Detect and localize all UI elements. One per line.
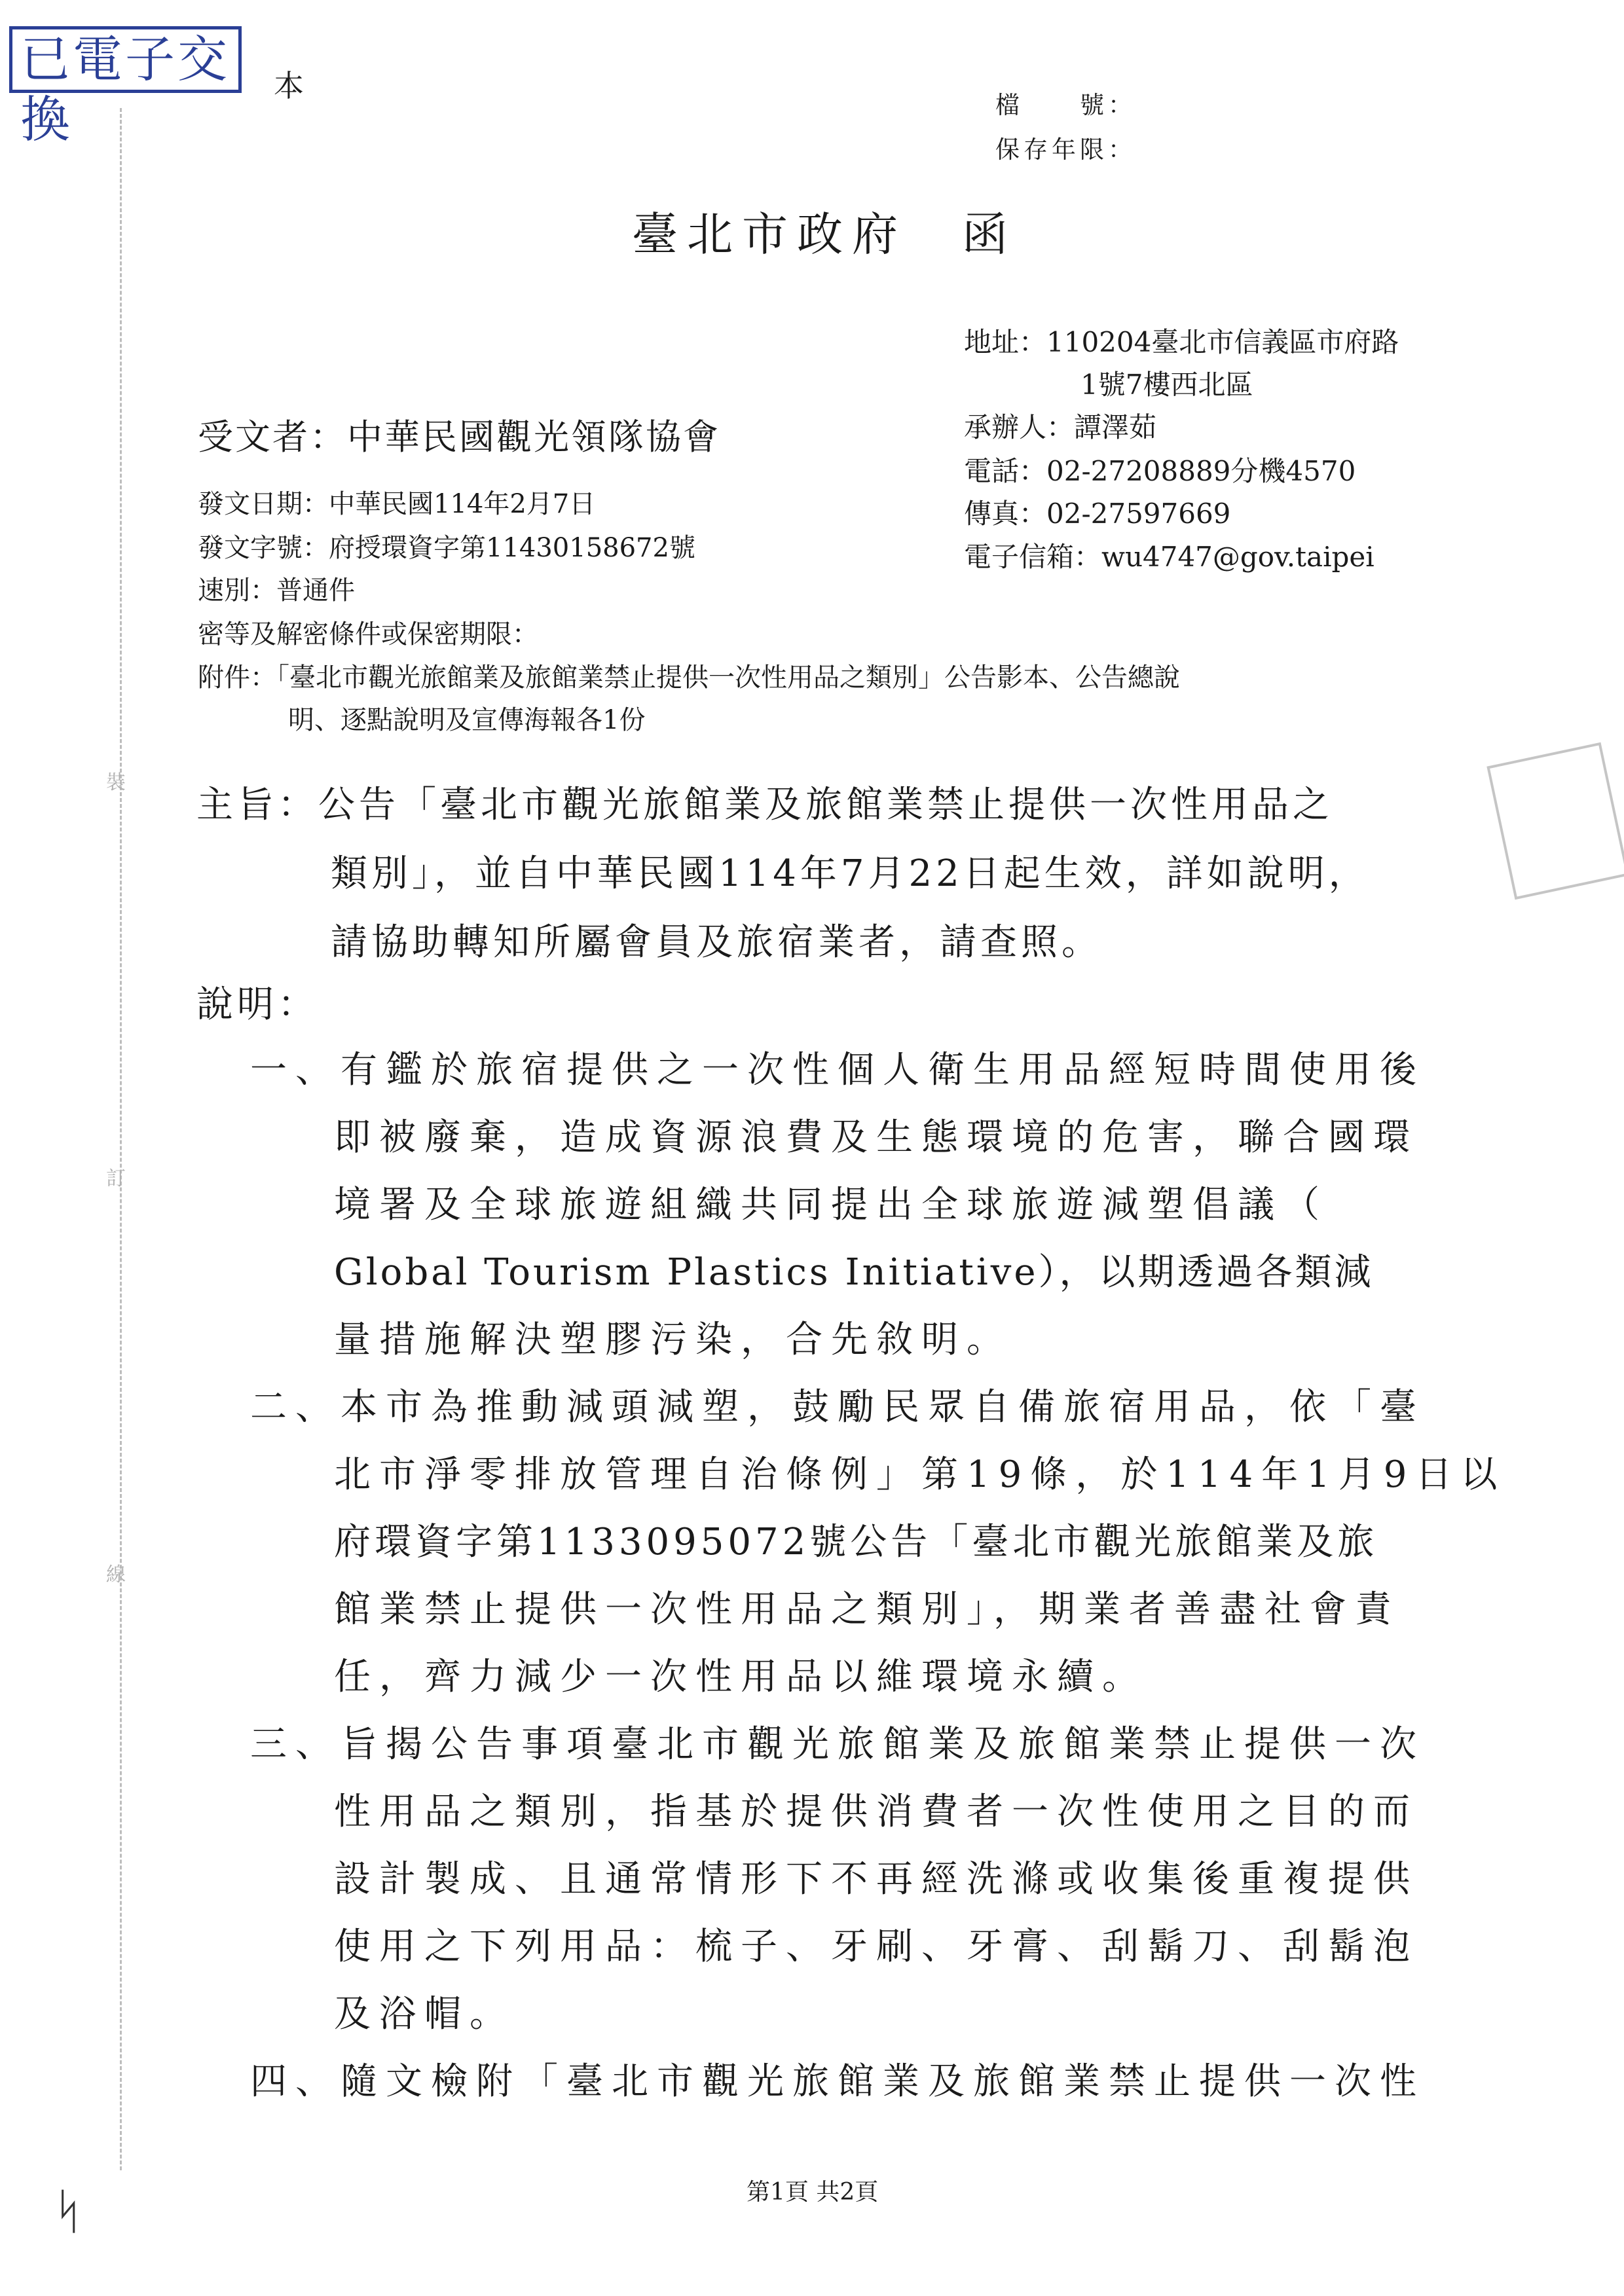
item-3-line-5: 及浴帽。 xyxy=(334,1993,515,2035)
item-2-line-5: 任，齊力減少一次性用品以維環境永續。 xyxy=(334,1656,1147,1698)
item-1-line-2: 即被廢棄，造成資源浪費及生態環境的危害，聯合國環 xyxy=(334,1116,1418,1159)
file-number-label: 檔 號： xyxy=(995,91,1136,119)
item-3-line-4: 使用之下列用品：梳子、牙刷、牙膏、刮鬍刀、刮鬍泡 xyxy=(334,1925,1418,1968)
document-number: 發文字號：府授環資字第11430158672號 xyxy=(198,533,695,563)
handler: 承辦人：譚澤茹 xyxy=(964,411,1157,443)
address-line-1: 地址：110204臺北市信義區市府路 xyxy=(964,326,1399,358)
retention-period-label: 保存年限： xyxy=(995,136,1136,164)
binding-mark: 裝 xyxy=(106,771,126,794)
stamp-text: 已電子交換 xyxy=(20,30,230,149)
phone: 電話：02-27208889分機4570 xyxy=(964,455,1356,487)
item-1-line-4: Global Tourism Plastics Initiative），以期透過各類減 xyxy=(334,1251,1374,1294)
binding-mark: 線 xyxy=(106,1563,126,1586)
item-4-line-1: 四、隨文檢附「臺北市觀光旅館業及旅館業禁止提供一次性 xyxy=(250,2060,1425,2103)
item-1-line-1: 一、有鑑於旅宿提供之一次性個人衛生用品經短時間使用後 xyxy=(250,1049,1425,1091)
attachment-line-2: 明、逐點說明及宣傳海報各1份 xyxy=(288,705,646,735)
attachment-line-1: 附件：「臺北市觀光旅館業及旅館業禁止提供一次性用品之類別」公告影本、公告總說 xyxy=(198,663,1180,693)
item-3-line-1: 三、旨揭公告事項臺北市觀光旅館業及旅館業禁止提供一次 xyxy=(250,1723,1425,1766)
received-seal xyxy=(1486,742,1624,900)
explanation-heading: 說明： xyxy=(196,983,318,1026)
item-1-line-3: 境署及全球旅遊組織共同提出全球旅遊減塑倡議（ xyxy=(334,1184,1328,1226)
email: 電子信箱：wu4747@gov.taipei xyxy=(964,541,1375,573)
subject-line-3: 請協助轉知所屬會員及旅宿業者，請查照。 xyxy=(331,921,1102,964)
subject-line-1: 主旨：公告「臺北市觀光旅館業及旅館業禁止提供一次性用品之 xyxy=(196,784,1333,826)
page-number: 第1頁 共2頁 xyxy=(747,2179,879,2206)
binding-line xyxy=(120,108,122,2170)
fax: 傳真：02-27597669 xyxy=(964,498,1231,530)
item-2-line-1: 二、本市為推動減頭減塑，鼓勵民眾自備旅宿用品，依「臺 xyxy=(250,1386,1425,1429)
item-2-line-2: 北市淨零排放管理自治條例」第19條，於114年1月9日以 xyxy=(334,1453,1506,1496)
item-1-line-5: 量措施解決塑膠污染，合先敘明。 xyxy=(334,1319,1012,1361)
secrecy-level: 密等及解密條件或保密期限： xyxy=(198,619,538,649)
item-3-line-2: 性用品之類別，指基於提供消費者一次性使用之目的而 xyxy=(334,1791,1418,1833)
address-line-2: 1號7樓西北區 xyxy=(1080,369,1253,401)
recipient: 受文者：中華民國觀光領隊協會 xyxy=(198,416,720,458)
item-3-line-3: 設計製成、且通常情形下不再經洗滌或收集後重複提供 xyxy=(334,1858,1418,1901)
handwritten-mark: ᛋ xyxy=(54,2183,83,2240)
speed-category: 速別：普通件 xyxy=(198,575,355,606)
document-title: 臺北市政府 函 xyxy=(632,208,1017,261)
subject-line-2: 類別」，並自中華民國114年7月22日起生效，詳如說明， xyxy=(331,852,1369,895)
binding-mark: 訂 xyxy=(106,1167,126,1190)
copy-type: 本 xyxy=(274,68,304,103)
item-2-line-3: 府環資字第1133095072號公告「臺北市觀光旅館業及旅 xyxy=(334,1521,1378,1563)
issue-date: 發文日期：中華民國114年2月7日 xyxy=(198,489,596,519)
electronic-exchange-stamp xyxy=(9,26,242,149)
item-2-line-4: 館業禁止提供一次性用品之類別」，期業者善盡社會責 xyxy=(334,1588,1400,1631)
